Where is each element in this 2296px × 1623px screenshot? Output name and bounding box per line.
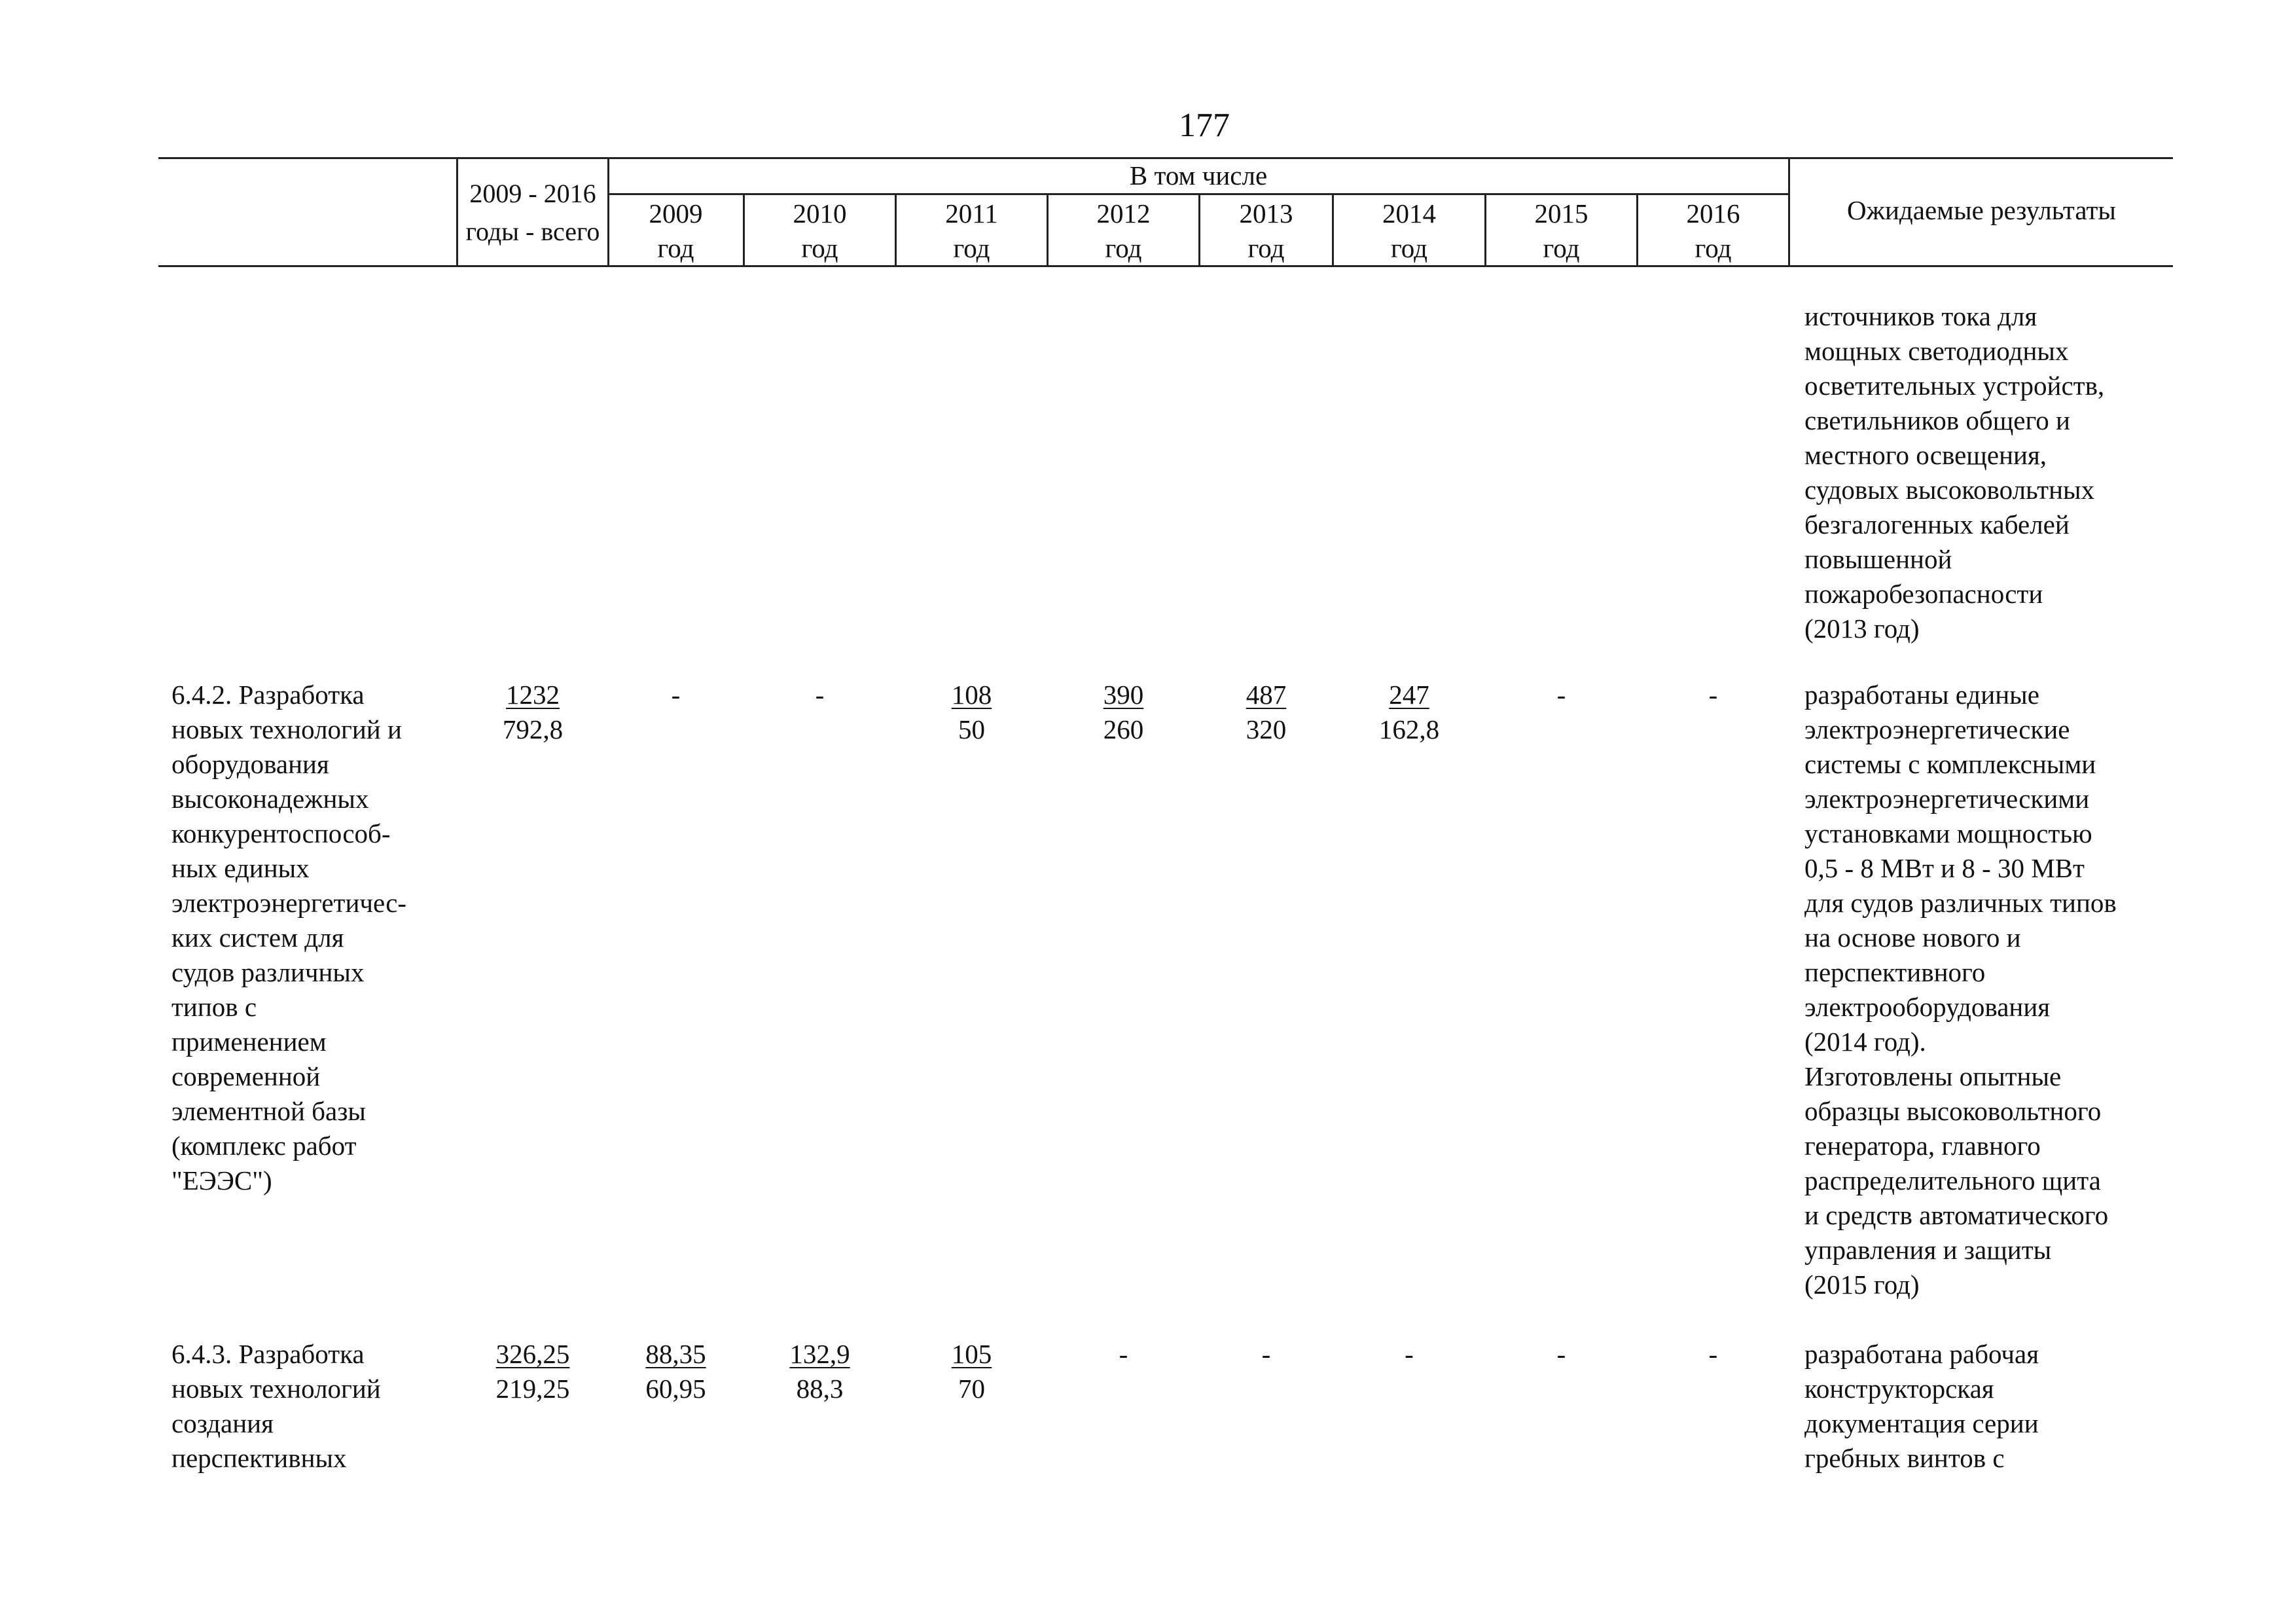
year-value: 108	[951, 680, 992, 710]
page-number: 177	[1179, 107, 1230, 144]
year-value: 247	[1389, 680, 1429, 710]
result-line: местного освещения,	[1804, 440, 2047, 470]
year-value: -	[1708, 680, 1718, 710]
total-value: 326,25	[495, 1339, 570, 1369]
year-value: 132,9	[789, 1339, 850, 1369]
result-line: (2014 год).	[1804, 1027, 1926, 1057]
result-line: и средств автоматического	[1804, 1200, 2109, 1230]
year-value: -	[671, 680, 681, 710]
header-results: Ожидаемые результаты	[1847, 195, 2116, 225]
result-line: управления и защиты	[1804, 1235, 2052, 1265]
result-line: 0,5 - 8 МВт и 8 - 30 МВт	[1804, 853, 2085, 883]
header-year: 2012	[1096, 198, 1151, 228]
header-year-unit: год	[801, 233, 838, 263]
result-line: документация серии	[1804, 1408, 2039, 1438]
result-line: Изготовлены опытные	[1804, 1061, 2062, 1091]
result-line: установками мощностью	[1804, 818, 2092, 848]
result-line: перспективного	[1804, 957, 1986, 987]
header-year-unit: год	[953, 233, 990, 263]
name-line: ных единых	[171, 853, 310, 883]
result-line: источников тока для	[1804, 301, 2037, 331]
result-line: светильников общего и	[1804, 405, 2070, 435]
header-year: 2010	[793, 198, 847, 228]
name-line: оборудования	[171, 749, 329, 779]
header-year: 2015	[1534, 198, 1588, 228]
result-line: конструкторская	[1804, 1374, 1994, 1404]
name-line: высоконадежных	[171, 784, 369, 814]
year-value: -	[1405, 1339, 1414, 1369]
name-line: ких систем для	[171, 922, 344, 953]
header-year: 2011	[945, 198, 998, 228]
year-value: -	[1708, 1339, 1718, 1369]
year-value-sub: 70	[958, 1374, 985, 1404]
year-value-sub: 260	[1103, 714, 1144, 744]
total-value-sub: 792,8	[502, 714, 564, 744]
name-line: (комплекс работ	[171, 1131, 357, 1161]
continuation-results	[1804, 299, 2104, 646]
name-line: судов различных	[171, 957, 365, 987]
year-value: 390	[1103, 680, 1144, 710]
result-line: безгалогенных кабелей	[1804, 509, 2070, 539]
header-year: 2016	[1686, 198, 1740, 228]
result-line: генератора, главного	[1804, 1131, 2041, 1161]
year-value: -	[1261, 1339, 1271, 1369]
year-value-sub: 320	[1246, 714, 1287, 744]
header-year-unit: год	[1247, 233, 1285, 263]
header-year-unit: год	[1543, 233, 1580, 263]
result-line: на основе нового и	[1804, 922, 2021, 953]
row-results	[1804, 1337, 2039, 1476]
name-line: 6.4.3. Разработка	[171, 1339, 365, 1369]
name-line: типов с	[171, 992, 257, 1022]
name-line: создания	[171, 1408, 274, 1438]
name-line: элементной базы	[171, 1096, 366, 1126]
year-value: -	[815, 680, 825, 710]
result-line: системы с комплексными	[1804, 749, 2096, 779]
result-line: (2013 год)	[1804, 613, 1920, 644]
year-value-sub: 162,8	[1378, 714, 1440, 744]
result-line: электроэнергетические	[1804, 714, 2070, 744]
row-results	[1804, 678, 2117, 1302]
header-year: 2014	[1382, 198, 1436, 228]
total-value: 1232	[506, 680, 560, 710]
year-value: -	[1556, 1339, 1566, 1369]
year-value-sub: 50	[958, 714, 985, 744]
header-in-total: В том числе	[1129, 160, 1268, 191]
name-line: электроэнергетичес-	[171, 888, 407, 918]
name-line: перспективных	[171, 1443, 347, 1473]
year-value-sub: 60,95	[645, 1374, 706, 1404]
result-line: повышенной	[1804, 544, 1952, 574]
result-line: для судов различных типов	[1804, 888, 2117, 918]
name-line: "ЕЭЭС")	[171, 1165, 272, 1195]
result-line: судовых высоковольтных	[1804, 475, 2095, 505]
result-line: (2015 год)	[1804, 1269, 1920, 1300]
name-line: конкурентоспособ-	[171, 818, 391, 848]
year-value: 487	[1246, 680, 1287, 710]
header-year: 2009	[649, 198, 703, 228]
year-value: 105	[951, 1339, 992, 1369]
name-line: применением	[171, 1027, 327, 1057]
result-line: электроэнергетическими	[1804, 784, 2090, 814]
header-year-unit: год	[1695, 233, 1732, 263]
header-total-line2: годы - всего	[465, 217, 600, 246]
header-year: 2013	[1239, 198, 1293, 228]
col-divider	[456, 157, 458, 266]
name-line: новых технологий	[171, 1374, 381, 1404]
result-line: мощных светодиодных	[1804, 336, 2069, 366]
result-line: разработана рабочая	[1804, 1339, 2039, 1369]
name-line: новых технологий и	[171, 714, 402, 744]
name-line: 6.4.2. Разработка	[171, 680, 365, 710]
header-year-unit: год	[1391, 233, 1427, 263]
result-line: осветительных устройств,	[1804, 371, 2105, 401]
row-name	[171, 678, 406, 1198]
header-total-line1: 2009 - 2016	[469, 179, 596, 208]
result-line: распределительного щита	[1804, 1165, 2101, 1195]
total-value-sub: 219,25	[495, 1374, 570, 1404]
year-value: -	[1556, 680, 1566, 710]
header-year-unit: год	[1105, 233, 1142, 263]
result-line: пожаробезопасности	[1804, 579, 2043, 609]
header-year-unit: год	[657, 233, 694, 263]
result-line: электрооборудования	[1804, 992, 2051, 1022]
result-line: образцы высоковольтного	[1804, 1096, 2102, 1126]
year-value-sub: 88,3	[796, 1374, 844, 1404]
name-line: современной	[171, 1061, 321, 1091]
result-line: разработаны единые	[1804, 680, 2039, 710]
year-value: -	[1119, 1339, 1128, 1369]
year-value: 88,35	[645, 1339, 706, 1369]
result-line: гребных винтов с	[1804, 1443, 2005, 1473]
row-name	[171, 1337, 381, 1476]
